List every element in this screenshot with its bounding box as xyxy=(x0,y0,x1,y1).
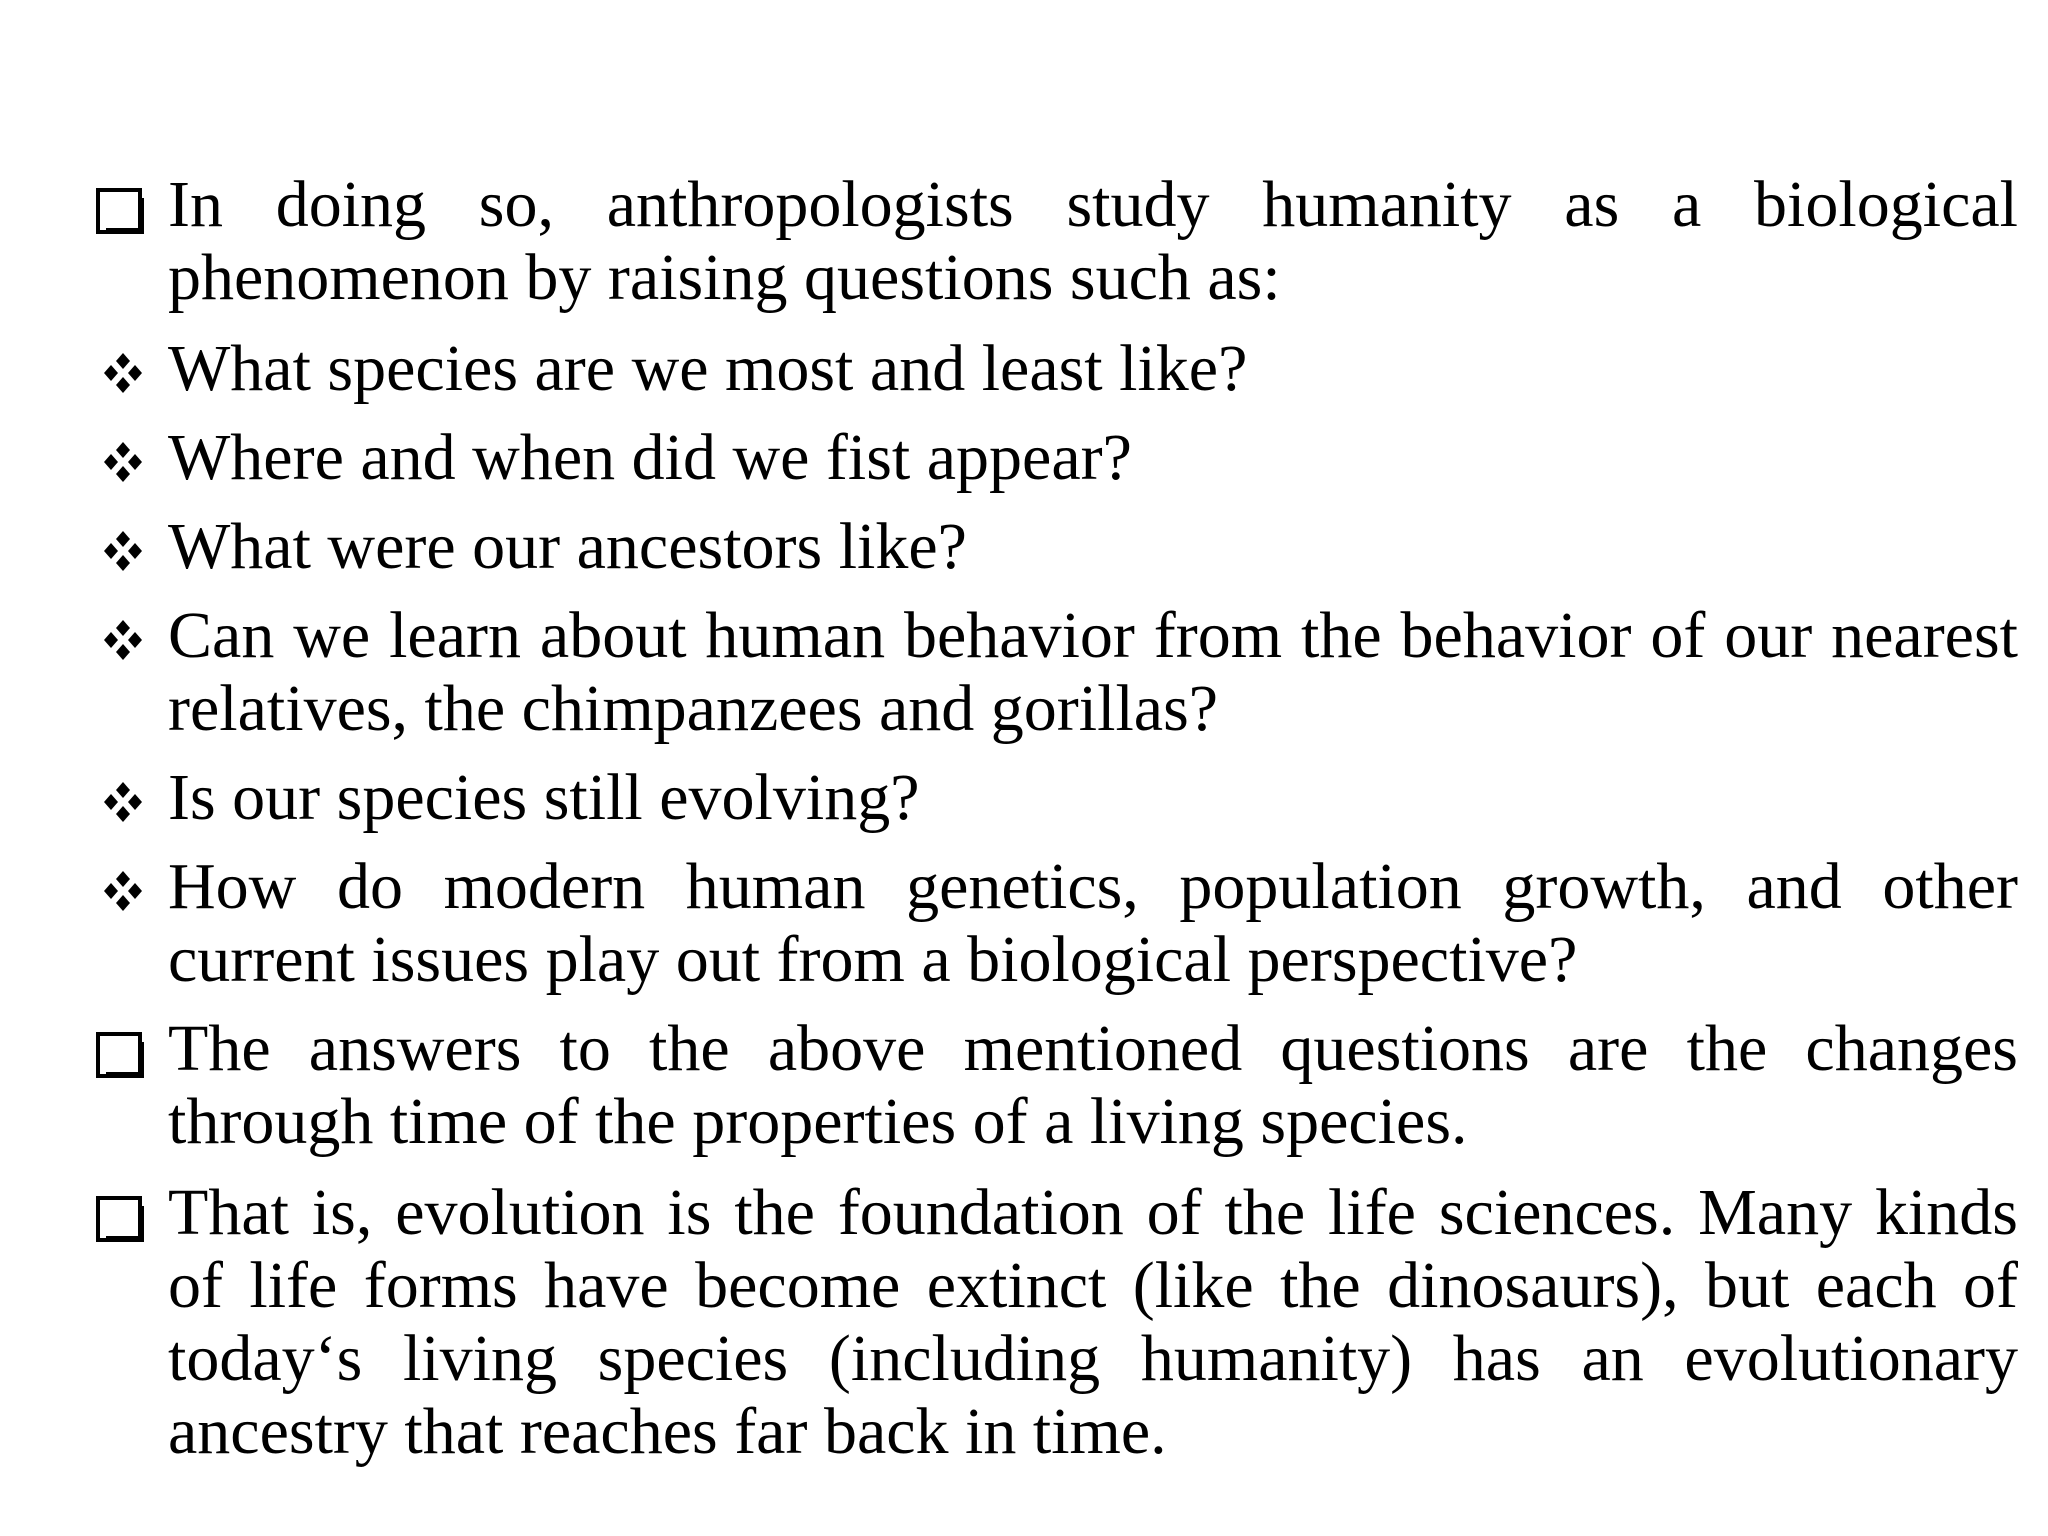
square-box-icon xyxy=(92,168,152,241)
list-item xyxy=(92,850,2018,996)
square-box-icon xyxy=(92,1176,152,1249)
list-item-text: Where and when did we fist appear? xyxy=(168,421,1132,494)
list-item-text: What species are we most and least like? xyxy=(168,332,1248,405)
four-diamond-icon xyxy=(92,850,152,923)
list-item-text: Is our species still evolving? xyxy=(168,761,920,834)
list-item xyxy=(92,332,2018,405)
four-diamond-icon xyxy=(92,332,152,405)
list-item-text: That is, evolution is the foundation of the life sciences. Many kinds of life forms have become extinct (like the dinosaurs), but each of today‘s living species (including humanity) has an evolutionary ancestry that reaches far back in time. xyxy=(168,1176,2018,1468)
list-item-text: How do modern human genetics, population growth, and other current issues play out from a biological perspective? xyxy=(168,850,2018,996)
list-item xyxy=(92,761,2018,834)
list-item xyxy=(92,599,2018,745)
four-diamond-icon xyxy=(92,599,152,672)
list-item xyxy=(92,510,2018,583)
list-item xyxy=(92,1176,2018,1468)
square-box-icon xyxy=(92,1012,152,1085)
list-item-text: In doing so, anthropologists study humanity as a biological phenomenon by raising questions such as: xyxy=(168,168,2018,314)
four-diamond-icon xyxy=(92,421,152,494)
bullet-list xyxy=(92,168,2018,1486)
four-diamond-icon xyxy=(92,510,152,583)
list-item-text: The answers to the above mentioned questions are the changes through time of the properties of a living species. xyxy=(168,1012,2018,1158)
list-item xyxy=(92,421,2018,494)
four-diamond-icon xyxy=(92,761,152,834)
list-item-text: Can we learn about human behavior from the behavior of our nearest relatives, the chimpanzees and gorillas? xyxy=(168,599,2018,745)
list-item-text: What were our ancestors like? xyxy=(168,510,967,583)
list-item xyxy=(92,1012,2018,1158)
list-item xyxy=(92,168,2018,314)
